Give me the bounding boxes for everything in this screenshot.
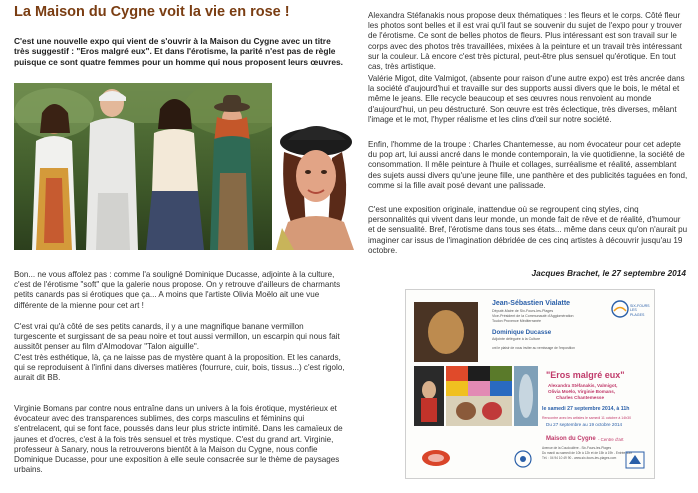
invite-expo-title: "Eros malgré eux" — [546, 370, 625, 380]
invite-artists-1: Alexandra Stéfanakis, Valmigot, — [548, 383, 618, 388]
invite-host-role-3: Toulon Provence Méditerranée — [492, 319, 541, 323]
invite-hours: Du mardi au samedi de 10h à 12h et de 15h à 19h - Entrée libre — [542, 451, 633, 455]
invite-venue: Maison du Cygne — [546, 436, 596, 442]
partner-logo-1-icon — [420, 448, 452, 468]
art-thumb-4 — [446, 396, 512, 426]
right-paragraph-4: C'est une exposition originale, inattendue où se regroupent cinq styles, cinq personnalités qui vivent dans leur monde, un monde fait de rêve et de réalité, d'humour et de sensualité. Bref, l'érotisme dans tous ses états... même dans ceux qu'on n'aurait pu imaginer car issus de l'imagination débridée de ces cinq artistes à découvrir jusqu'au 19 octobre. — [368, 205, 688, 255]
group-photo — [14, 83, 272, 250]
invite-date-line: le samedi 27 septembre 2014, à 11h — [542, 406, 630, 412]
right-paragraph-1: Alexandra Stéfanakis nous propose deux thématiques : les fleurs et le corps. Côté fleur les photos sont belles et il est vrai qu'il faut se souvenir du sujet de l'expo pour y trouver de l'érotisme. Ce sont de belles photos de fleurs. Plus intéressant est son travail sur le corps avec des photos très travaillées, mixées à la peinture et un travail très intéressant sur la couleur. Là encore c'est très pictural, peut-être plus sensuel qu'érotique. En tout cas, très artistique. — [368, 11, 683, 72]
art-thumb-1 — [414, 302, 478, 362]
invite-dates-line: Du 27 septembre au 19 octobre 2014 — [546, 422, 623, 427]
invite-and-role: Adjointe déléguée à la Culture — [492, 337, 541, 341]
invite-tel: Tél. : 04 94 10 49 90 - www.six-fours-les-plages.com — [542, 456, 617, 460]
invitation-card — [405, 289, 655, 479]
six-fours-logo: SIX-FOURS LES PLAGES — [610, 298, 648, 320]
portrait-photo — [272, 118, 354, 250]
invite-host-name: Jean-Sébastien Vialatte — [492, 300, 571, 307]
right-paragraph-2: Valérie Migot, dite Valmigot, (absente pour raison d'une autre expo) est très ancrée dans la société d'aujourd'hui et travaille sur des supports aussi divers que le bois, le métal et même le jeans. Elle recycle beaucoup et ses œuvres nous renvoient au monde d'aujourd'hui, un peu déstructuré. Son œuvre est très éclectique, très diverses, mêlant l'image et le mot, l'hyper réalisme et les clins d'œil sur notre société. — [368, 74, 685, 124]
partner-logo-2-icon — [514, 450, 532, 468]
invite-artists-2: Olivia Moëlo, Virginie Bomans, — [548, 389, 616, 394]
article-title: La Maison du Cygne voit la vie en rose ! — [14, 4, 290, 20]
art-thumb-5 — [514, 366, 538, 426]
art-thumb-3 — [446, 366, 512, 396]
right-paragraph-3: Enfin, l'homme de la troupe : Charles Chantemesse, au nom évocateur pour cet adepte du pop art, lui aussi ancré dans le monde contemporain, la vie quotidienne, la société de consommation. Il mêle peinture à l'huile et collages, surréalisme et réalité, assemblant des sujets aussi divers qu'une jeune fille, une panthère et des publicités taguées en fond, comme si la fille avait posé devant une palissade. — [368, 140, 688, 190]
invite-and-name: Dominique Ducasse — [492, 329, 552, 336]
invite-venue-sub: - Centre d'art — [598, 437, 624, 442]
author-signature: Jacques Brachet, le 27 septembre 2014 — [531, 268, 686, 278]
left-paragraph-2: C'est vrai qu'à côté de ses petits canards, il y a une magnifique banane vermillon turgescente et surgissant de sa peau noire et tout aussi vermillon, un escarpin qui nous fait aussitôt penser au film d'Almodovar "Talon aiguille". C'est très esthétique, là, ça ne laisse pas de mystère quant à la proposition. Et les canards, qui se reproduisent à l'infini dans diverses matières (fourrure, cuir, bois, tissus...) c'est rigolo, aurait dit BB. — [14, 322, 345, 383]
invite-line: ont le plaisir de vous inviter au vernissage de l'exposition — [492, 346, 575, 350]
article-intro: C'est une nouvelle expo qui vient de s'ouvrir à la Maison du Cygne avec un titre très suggestif : "Eros malgré eux". Et dans l'érotisme, la parité n'est pas de règle puisque ce sont quatre femmes pour un homme qui nous proposent leurs œuvres. — [14, 36, 343, 67]
left-paragraph-1: Bon... ne vous affolez pas : comme l'a souligné Dominique Ducasse, adjointe à la culture, c'est de l'érotisme "soft" que la galerie nous propose. On y retrouve d'ailleurs de charmants petits canards pas si érotiques que ça... A moins que l'artiste Olivia Moëlo ait une vue différente de la mienne pour cet art ! — [14, 270, 341, 310]
invite-host-role-2: Vice-Président de la Communauté d'Agglomération — [492, 314, 574, 318]
invite-address: Avenue de la Coudoulière - Six-Fours-les-Plages — [542, 446, 612, 450]
partner-logo-3-icon — [624, 450, 646, 470]
left-paragraph-3: Virginie Bomans par contre nous entraîne dans un univers à la fois érotique, mystérieux et évocateur avec des transparences sublimes, des corps masculins et féminins qui s'entrelacent, qui se font face, poussés dans leur plus stricte intimité. Dans les camaïeux de jaunes et d'ocres, c'est à la fois très sensuel et très mystique. C'est du grand art. Virginie, professeur à Sanary, nous la retrouverons bientôt à la Maison du Cygne, nous confie Dominique Ducasse, pour une exposition à elle seule consacrée sur le thème de paysages urbains. — [14, 404, 343, 475]
invite-host-role-1: Député-Maire de Six-Fours-les-Plages — [492, 309, 554, 313]
invite-artists-3: Charles Chantemesse — [556, 395, 605, 400]
invite-meet-line: Rencontre avec les artistes le samedi 11 octobre à 14h30 — [542, 416, 632, 420]
art-thumb-2 — [414, 366, 444, 426]
